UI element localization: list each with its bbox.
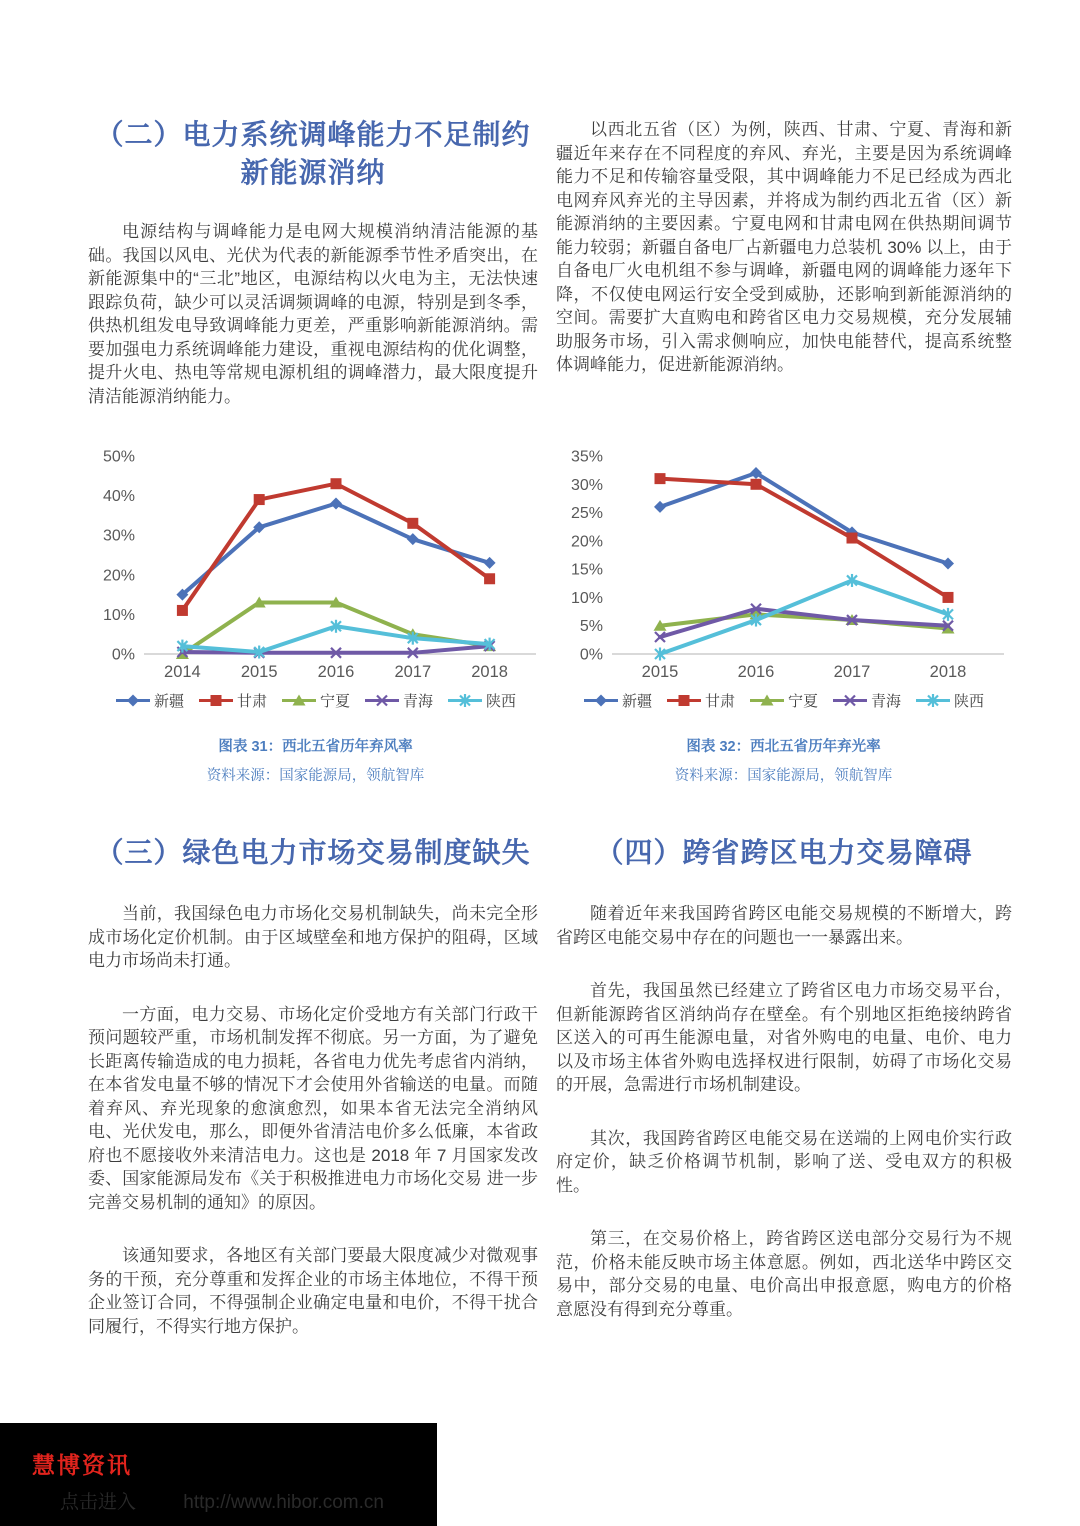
wind-curtailment-chart (88, 446, 543, 785)
x-marker-icon (364, 693, 400, 708)
legend-item-甘肃 (666, 690, 735, 711)
svg-text:2015: 2015 (240, 663, 278, 681)
site-url-link[interactable]: http://www.hibor.com.cn (183, 1492, 384, 1513)
legend-item-甘肃 (198, 690, 267, 711)
x-marker-icon (832, 693, 868, 708)
triangle-marker-icon (281, 693, 317, 708)
svg-text:10%: 10% (570, 589, 603, 607)
triangle-marker-icon (749, 693, 785, 708)
legend-label: 甘肃 (236, 693, 267, 710)
legend-item-宁夏 (281, 690, 350, 711)
section4-paragraph-2: 首先，我国虽然已经建立了跨省区电力市场交易平台，但新能源跨省区消纳尚存在壁垒。有个别地区拒绝接纳跨省区送入的可再生能源电量，对省外购电的电量、电价、电力以及市场主体省外购电选择权进行限制，妨碍了市场化交易的开展，急需进行市场机制建设。 (556, 981, 1012, 1094)
legend-label: 新疆 (153, 693, 184, 710)
svg-text:5%: 5% (579, 618, 603, 636)
svg-text:10%: 10% (102, 606, 135, 624)
svg-text:2016: 2016 (317, 663, 355, 681)
svg-text:2014: 2014 (164, 663, 201, 681)
brand-logo-text: 慧博资讯 (32, 1452, 132, 1478)
section4-heading: （四）跨省跨区电力交易障碍 (595, 837, 973, 868)
svg-text:35%: 35% (570, 448, 603, 466)
legend-label: 陕西 (954, 693, 985, 710)
legend-item-陕西 (447, 690, 516, 711)
solar-chart-source: 资料来源：国家能源局，领航智库 (674, 768, 893, 784)
svg-text:40%: 40% (102, 488, 135, 506)
legend-label: 宁夏 (787, 693, 818, 710)
svg-text:15%: 15% (570, 561, 603, 579)
footer-watermark-box (0, 1423, 437, 1526)
solar-curtailment-plot (556, 446, 1008, 688)
svg-text:2018: 2018 (471, 663, 508, 681)
svg-text:50%: 50% (102, 448, 135, 466)
solar-chart-caption: 图表 32：西北五省历年弃光率 (686, 739, 881, 755)
section3-paragraph-1: 当前，我国绿色电力市场化交易机制缺失，尚未完全形成市场化定价机制。由于区域壁垒和地方保护的阻碍，区域电力市场尚未打通。 (88, 904, 538, 970)
section2-heading: （二）电力系统调峰能力不足制约新能源消纳 (95, 119, 531, 188)
legend-item-宁夏 (749, 690, 818, 711)
section2-paragraph-left: 电源结构与调峰能力是电网大规模消纳清洁能源的基础。我国以风电、光伏为代表的新能源季节性矛盾突出，在新能源集中的“三北”地区，电源结构以火电为主，无法快速跟踪负荷，缺少可以灵活调频调峰的电源，特别是到冬季，供热机组发电导致调峰能力更差，严重影响新能源消纳。需要加强电力系统调峰能力建设，重视电源结构的优化调整，提升火电、热电等常规电源机组的调峰潜力，最大限度提升清洁能源消纳能力。 (88, 222, 538, 406)
svg-text:0%: 0% (111, 646, 135, 664)
wind-chart-caption: 图表 31：西北五省历年弃风率 (218, 739, 413, 755)
section2-paragraph-right: 以西北五省（区）为例，陕西、甘肃、宁夏、青海和新疆近年来存在不同程度的弃风、弃光，主要是因为系统调峰能力不足和传输容量受限，其中调峰能力不足已经成为西北电网弃风弃光的主导因素，并将成为制约西北五省（区）新能源消纳的主要因素。宁夏电网和甘肃电网在供热期间调节能力较弱；新疆自备电厂占新疆电力总装机 30% 以上，由于自备电厂火电机组不参与调峰，新疆电网的调峰能力逐年下降，不仅使电网运行安全受到威胁，还影响到新能源消纳的空间。需要扩大直购电和跨省区电力交易规模，充分发展辅助服务市场，引入需求侧响应，加快电能替代，提高系统整体调峰能力，促进新能源消纳。 (556, 120, 1012, 374)
svg-text:25%: 25% (570, 505, 603, 523)
section3-heading: （三）绿色电力市场交易制度缺失 (95, 837, 531, 868)
diamond-marker-icon (583, 693, 619, 708)
svg-text:20%: 20% (570, 533, 603, 551)
section4-paragraph-1: 随着近年来我国跨省跨区电能交易规模的不断增大，跨省跨区电能交易中存在的问题也一一暴露出来。 (556, 904, 1012, 947)
solar-chart-legend (556, 690, 1011, 711)
section2-right-column (556, 118, 1012, 403)
asterisk-marker-icon (447, 693, 483, 708)
svg-text:2016: 2016 (737, 663, 775, 681)
svg-text:20%: 20% (102, 567, 135, 585)
square-marker-icon (198, 693, 234, 708)
section3-paragraph-3: 该通知要求，各地区有关部门要最大限度减少对微观事务的干预，充分尊重和发挥企业的市场主体地位，不得干预企业签订合同，不得强制企业确定电量和电价，不得干扰合同履行，不得实行地方保护。 (88, 1246, 538, 1336)
legend-label: 甘肃 (704, 693, 735, 710)
svg-text:30%: 30% (570, 476, 603, 494)
section4-paragraph-3: 其次，我国跨省跨区电能交易在送端的上网电价实行政府定价，缺乏价格调节机制，影响了送、受电双方的积极性。 (556, 1128, 1012, 1195)
click-enter-link[interactable]: 点击进入 (60, 1492, 137, 1513)
asterisk-marker-icon (915, 693, 951, 708)
square-marker-icon (666, 693, 702, 708)
legend-item-新疆 (583, 690, 652, 711)
section3-column (88, 834, 538, 1364)
legend-label: 青海 (403, 693, 434, 710)
legend-item-青海 (832, 690, 901, 711)
legend-label: 宁夏 (319, 693, 350, 710)
svg-text:0%: 0% (579, 646, 603, 664)
svg-text:30%: 30% (102, 527, 135, 545)
section2-left-column (88, 220, 538, 434)
solar-curtailment-chart (556, 446, 1011, 785)
footer-link-row (60, 1487, 384, 1514)
wind-chart-legend (88, 690, 543, 711)
section4-paragraph-4: 第三，在交易价格上，跨省跨区送电部分交易行为不规范，价格未能反映市场主体意愿。例如，西北送华中跨区交易中，部分交易的电量、电价高出申报意愿，购电方的价格意愿没有得到充分尊重。 (556, 1229, 1012, 1319)
diamond-marker-icon (115, 693, 151, 708)
legend-label: 陕西 (486, 693, 517, 710)
legend-label: 青海 (871, 693, 902, 710)
svg-text:2018: 2018 (929, 663, 967, 681)
svg-text:2017: 2017 (833, 663, 871, 681)
legend-item-青海 (364, 690, 433, 711)
wind-curtailment-plot (88, 446, 540, 688)
wind-chart-source: 资料来源：国家能源局，领航智库 (206, 768, 425, 784)
section3-paragraph-2: 一方面，电力交易、市场化定价受地方有关部门行政干预问题较严重，市场机制发挥不彻底。另一方面，为了避免长距离传输造成的电力损耗，各省电力优先考虑省内消纳，在本省发电量不够的情况下才会使用外省输送的电量。而随着弃风、弃光现象的愈演愈烈，如果本省无法完全消纳风电、光伏发电，那么，即便外省清洁电价多么低廉，本省政府也不愿接收外来清洁电力。这也是 2018 年 7 月国家发改委、国家能源局发布《关于积极推进电力市场化交易 进一步完善交易机制的通知》的原因。 (88, 1004, 538, 1212)
svg-text:2015: 2015 (641, 663, 679, 681)
section4-column (556, 834, 1012, 1347)
svg-text:2017: 2017 (394, 663, 432, 681)
legend-item-陕西 (915, 690, 984, 711)
legend-item-新疆 (115, 690, 184, 711)
legend-label: 新疆 (621, 693, 652, 710)
